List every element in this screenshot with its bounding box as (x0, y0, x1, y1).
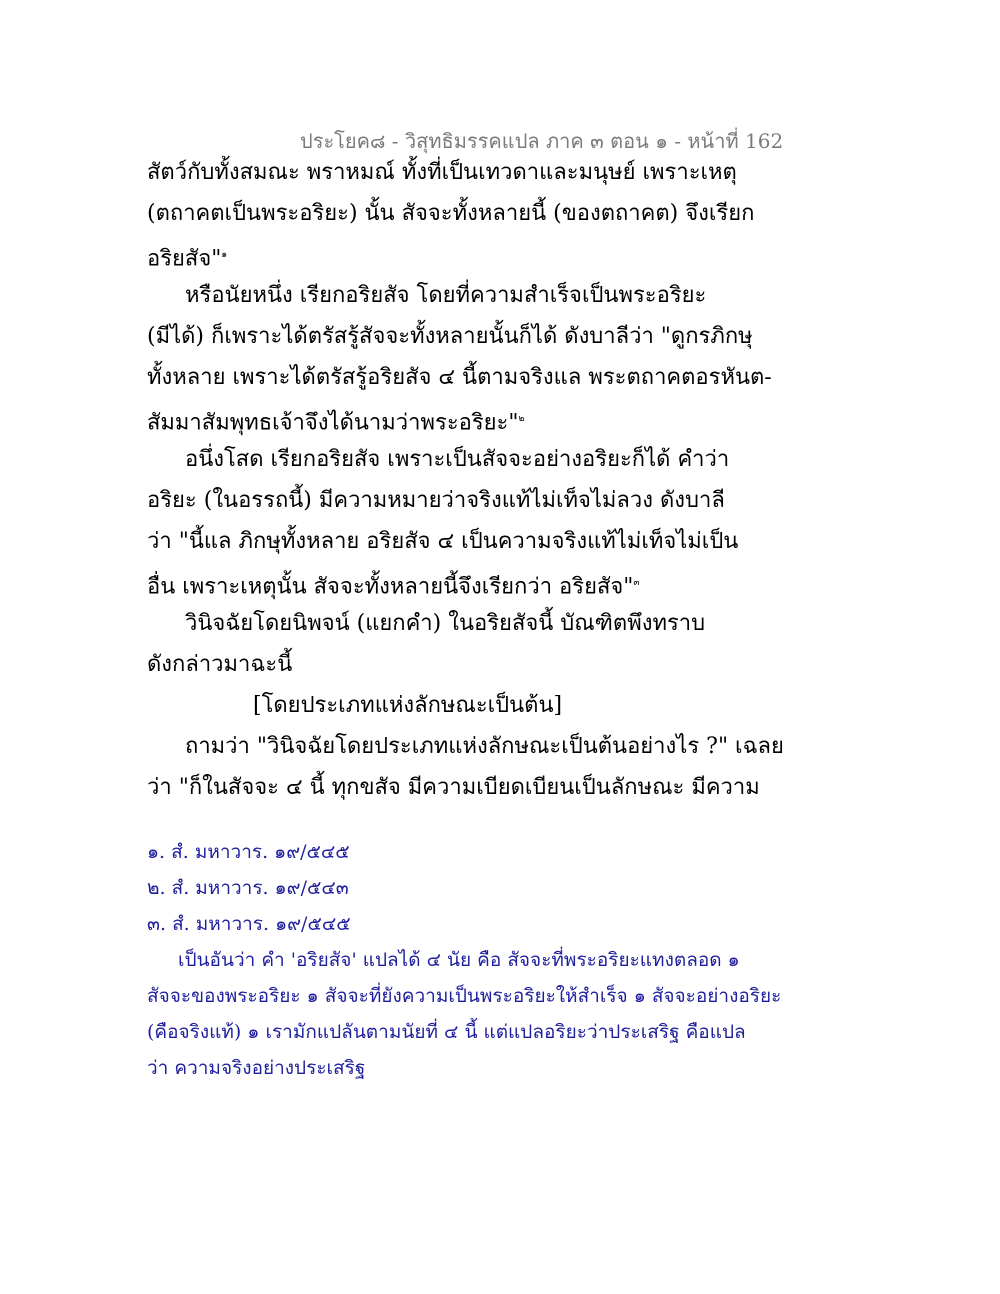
body-line (147, 404, 524, 438)
body-line: ว่า "นี้แล ภิกษุทั้งหลาย อริยสัจ ๔ เป็นความจริงแท้ไม่เท็จไม่เป็น (147, 529, 739, 554)
body-line: (มีได้) ก็เพราะได้ตรัสรู้สัจจะทั้งหลายนั้นก็ได้ ดังบาลีว่า "ดูกรภิกษุ (147, 324, 753, 349)
paragraph-start: วินิจฉัยโดยนิพจน์ (แยกคำ) ในอริยสัจนี้ บัณฑิตพึงทราบ (185, 611, 706, 636)
footnote-note: สัจจะของพระอริยะ ๑ สัจจะที่ยังความเป็นพระอริยะให้สำเร็จ ๑ สัจจะอย่างอริยะ (147, 985, 782, 1007)
footnote: ๑. สํ. มหาวาร. ๑๙/๕๔๕ (147, 841, 350, 863)
footnote-ref: ๓ (633, 578, 640, 588)
section-heading: [โดยประเภทแห่งลักษณะเป็นต้น] (253, 693, 563, 718)
footnote-ref: ๑ (221, 250, 228, 260)
paragraph-start: หรือนัยหนึ่ง เรียกอริยสัจ โดยที่ความสำเร็จเป็นพระอริยะ (185, 283, 707, 308)
footnote: ๓. สํ. มหาวาร. ๑๙/๕๔๕ (147, 913, 351, 935)
paragraph-start: ถามว่า "วินิจฉัยโดยประเภทแห่งลักษณะเป็นต้นอย่างไร ?" เฉลย (185, 734, 784, 759)
footnote-note: เป็นอันว่า คำ 'อริยสัจ' แปลได้ ๔ นัย คือ สัจจะที่พระอริยะแทงตลอด ๑ (178, 949, 740, 971)
body-line: อริยะ (ในอรรถนี้) มีความหมายว่าจริงแท้ไม่เท็จไม่ลวง ดังบาลี (147, 488, 725, 513)
body-line: ว่า "ก็ในสัจจะ ๔ นี้ ทุกขสัจ มีความเบียดเบียนเป็นลักษณะ มีความ (147, 775, 760, 800)
body-line (147, 240, 227, 274)
body-line (147, 568, 640, 602)
body-line-text: อริยสัจ" (147, 246, 222, 272)
footnote: ๒. สํ. มหาวาร. ๑๙/๕๔๓ (147, 877, 349, 899)
body-line: (ตถาคตเป็นพระอริยะ) นั้น สัจจะทั้งหลายนี้ (ของตถาคต) จึงเรียก (147, 201, 755, 226)
body-line-text: อื่น เพราะเหตุนั้น สัจจะทั้งหลายนี้จึงเรียกว่า อริยสัจ" (147, 574, 634, 600)
footnote-ref: ๒ (518, 414, 525, 424)
footnote-note: ว่า ความจริงอย่างประเสริฐ (147, 1057, 366, 1079)
footnote-note: (คือจริงแท้) ๑ เรามักแปลันตามนัยที่ ๔ นี้ แต่แปลอริยะว่าประเสริฐ คือแปล (147, 1021, 746, 1043)
body-line-text: สัมมาสัมพุทธเจ้าจึงได้นามว่าพระอริยะ" (147, 410, 519, 436)
paragraph-start: อนึ่งโสด เรียกอริยสัจ เพราะเป็นสัจจะอย่างอริยะก็ได้ คำว่า (185, 447, 730, 472)
body-line: ทั้งหลาย เพราะได้ตรัสรู้อริยสัจ ๔ นี้ตามจริงแล พระตถาคตอรหันต- (147, 365, 772, 390)
body-line: สัตว์กับทั้งสมณะ พราหมณ์ ทั้งที่เป็นเทวดาและมนุษย์ เพราะเหตุ (147, 160, 737, 185)
page-header: ประโยค๘ - วิสุทธิมรรคแปล ภาค ๓ ตอน ๑ - หน้าที่ 162 (300, 129, 784, 153)
body-line: ดังกล่าวมาฉะนี้ (147, 652, 293, 677)
